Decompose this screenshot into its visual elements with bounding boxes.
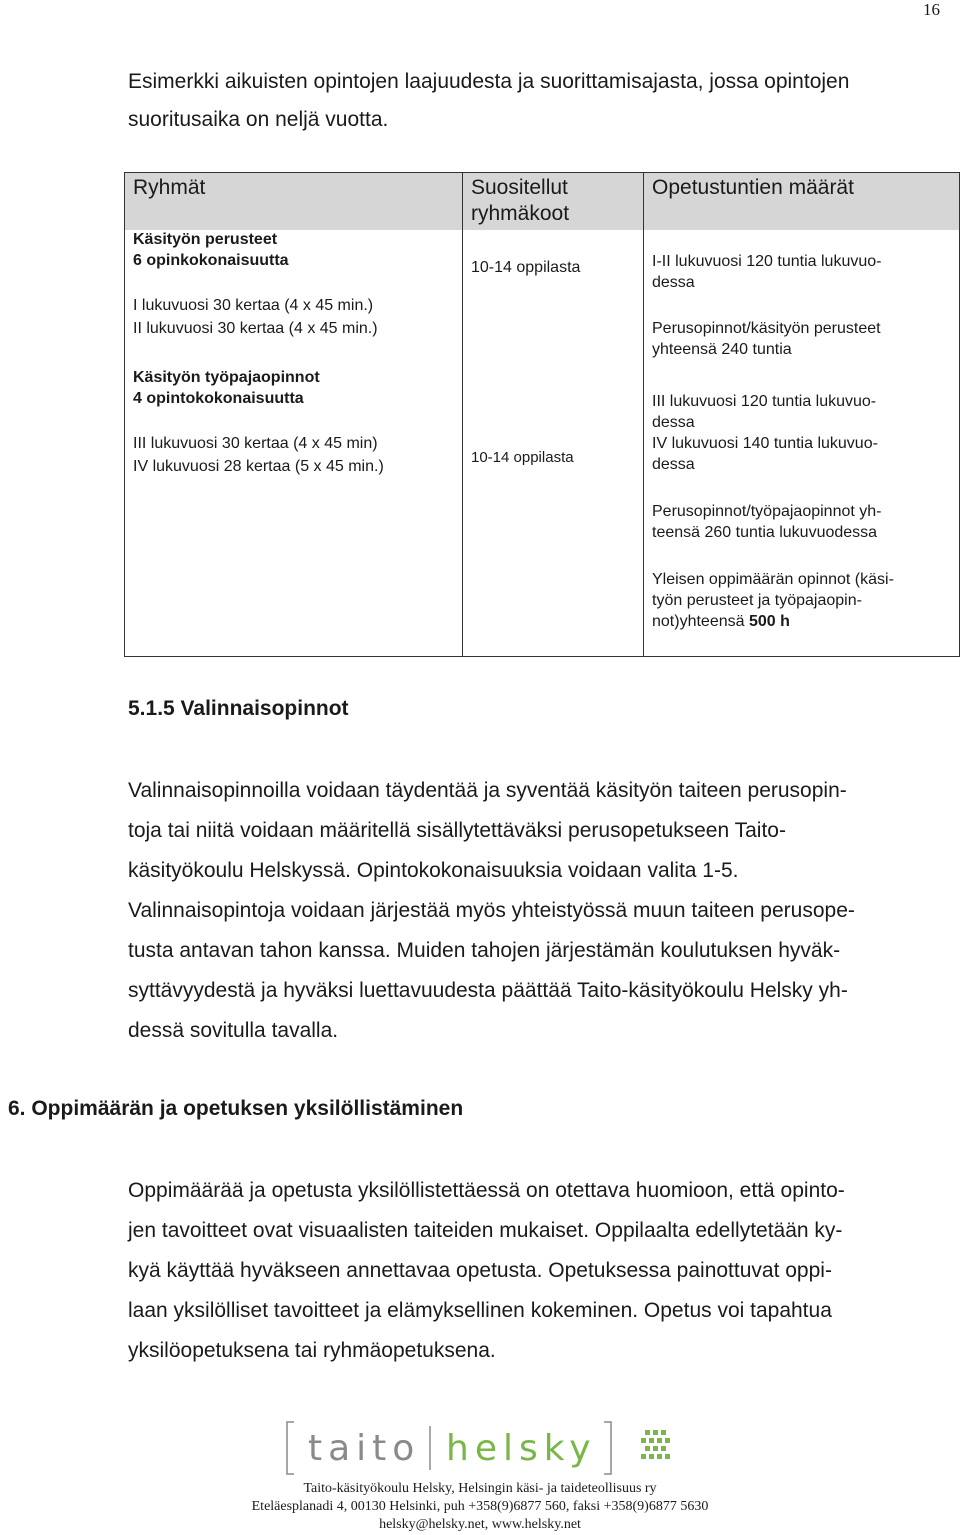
- hours-block: [652, 318, 952, 360]
- hours-line: työn perusteet ja työpajaopin-: [652, 592, 862, 609]
- hours-block: [652, 251, 952, 293]
- footer-line: Taito-käsityökoulu Helsky, Helsingin käsi- ja taideteollisuus ry: [303, 1481, 657, 1496]
- paragraph-line: toja tai niitä voidaan määritellä sisällytettäväksi perusopetukseen Taito-: [128, 819, 786, 842]
- column-divider: [643, 173, 644, 656]
- group-subtitle: 6 opinkokonaisuutta: [133, 252, 289, 269]
- group-line: III lukuvuosi 30 kertaa (4 x 45 min): [133, 435, 378, 452]
- group-subtitle: 4 opintokokonaisuutta: [133, 390, 304, 407]
- paragraph-line: dessä sovitulla tavalla.: [128, 1019, 339, 1042]
- hours-line: dessa: [652, 414, 695, 431]
- hours-line: dessa: [652, 274, 695, 291]
- chapter-paragraph: [128, 1171, 938, 1371]
- hours-block: [652, 391, 952, 475]
- header-hours: Opetustuntien määrät: [652, 176, 854, 199]
- hours-block: [652, 569, 952, 632]
- logo-word-helsky: helsky: [446, 1428, 597, 1469]
- hours-text: not)yhteensä: [652, 613, 749, 630]
- hours-line: I-II lukuvuosi 120 tuntia lukuvuo-: [652, 253, 882, 270]
- group-workshop: [133, 367, 458, 409]
- paragraph-line: Oppimäärää ja opetusta yksilöllistettäessä on otettava huomioon, että opinto-: [128, 1179, 845, 1202]
- header-group-size: [471, 175, 636, 227]
- hours-line: teensä 260 tuntia lukuvuodessa: [652, 524, 878, 541]
- header-line: Suositellut: [471, 176, 568, 199]
- group-basics: [133, 229, 458, 271]
- header-line: ryhmäkoot: [471, 202, 570, 225]
- section-paragraph: [128, 771, 938, 1051]
- hours-line: IV lukuvuosi 140 tuntia lukuvuo-: [652, 435, 878, 452]
- footer-line: helsky@helsky.net, www.helsky.net: [379, 1517, 581, 1532]
- group-line: I lukuvuosi 30 kertaa (4 x 45 min.): [133, 297, 374, 314]
- logo-bracket-left: [287, 1422, 294, 1474]
- paragraph-line: laan yksilölliset tavoitteet ja elämyksellinen kokeminen. Opetus voi tapahtua: [128, 1299, 832, 1322]
- intro-line: suoritusaika on neljä vuotta.: [128, 108, 389, 131]
- group-size: 10-14 oppilasta: [471, 259, 581, 276]
- paragraph-line: syttävyydestä ja hyväksi luettavuudesta päättää Taito-käsityökoulu Helsky yh-: [128, 979, 848, 1002]
- hours-total: 500 h: [748, 613, 790, 630]
- hours-block: [652, 501, 952, 543]
- group-title: Käsityön työpajaopinnot: [133, 369, 320, 386]
- paragraph-line: tusta antavan tahon kanssa. Muiden tahojen järjestämän koulutuksen hyväk-: [128, 939, 841, 962]
- hours-line: Perusopinnot/työpajaopinnot yh-: [652, 503, 882, 520]
- paragraph-line: Valinnaisopintoja voidaan järjestää myös yhteistyössä muun taiteen perusope-: [128, 899, 855, 922]
- footer-line: Eteläesplanadi 4, 00130 Helsinki, puh +358(9)6877 560, faksi +358(9)6877 5630: [251, 1499, 709, 1514]
- hours-line: dessa: [652, 456, 695, 473]
- intro-line: Esimerkki aikuisten opintojen laajuudesta ja suorittamisajasta, jossa opintojen: [128, 70, 850, 93]
- column-divider: [462, 173, 463, 656]
- intro-text: [128, 63, 928, 139]
- hours-line: yhteensä 240 tuntia: [652, 341, 792, 358]
- paragraph-line: yksilöopetuksena tai ryhmäopetuksena.: [128, 1339, 496, 1362]
- group-title: Käsityön perusteet: [133, 231, 278, 248]
- paragraph-line: kyä käyttää hyväkseen annettavaa opetusta. Opetuksessa painottuvat oppi-: [128, 1259, 832, 1282]
- paragraph-line: käsityökoulu Helskyssä. Opintokokonaisuuksia voidaan valita 1-5.: [128, 859, 739, 882]
- hours-line: Perusopinnot/käsityön perusteet: [652, 320, 881, 337]
- taito-helsky-logo: [280, 1418, 700, 1478]
- group-line: IV lukuvuosi 28 kertaa (5 x 45 min.): [133, 458, 384, 475]
- logo-bracket-right: [604, 1422, 611, 1474]
- logo-pattern-icon: [641, 1430, 670, 1459]
- chapter-heading: 6. Oppimäärän ja opetuksen yksilöllistäminen: [8, 1097, 464, 1120]
- hours-line: [652, 611, 952, 632]
- page-number: 16: [923, 0, 940, 19]
- group-size: 10-14 oppilasta: [471, 449, 574, 466]
- paragraph-line: jen tavoitteet ovat visuaalisten taiteiden mukaiset. Oppilaalta edellytetään ky-: [128, 1219, 843, 1242]
- paragraph-line: Valinnaisopinnoilla voidaan täydentää ja syventää käsityön taiteen perusopin-: [128, 779, 847, 802]
- study-table: [124, 172, 960, 657]
- group-line: II lukuvuosi 30 kertaa (4 x 45 min.): [133, 320, 378, 337]
- logo-word-taito: taito: [308, 1428, 421, 1469]
- section-heading: 5.1.5 Valinnaisopinnot: [128, 697, 349, 720]
- hours-line: Yleisen oppimäärän opinnot (käsi-: [652, 571, 894, 588]
- hours-line: III lukuvuosi 120 tuntia lukuvuo-: [652, 393, 877, 410]
- header-groups: Ryhmät: [133, 176, 206, 199]
